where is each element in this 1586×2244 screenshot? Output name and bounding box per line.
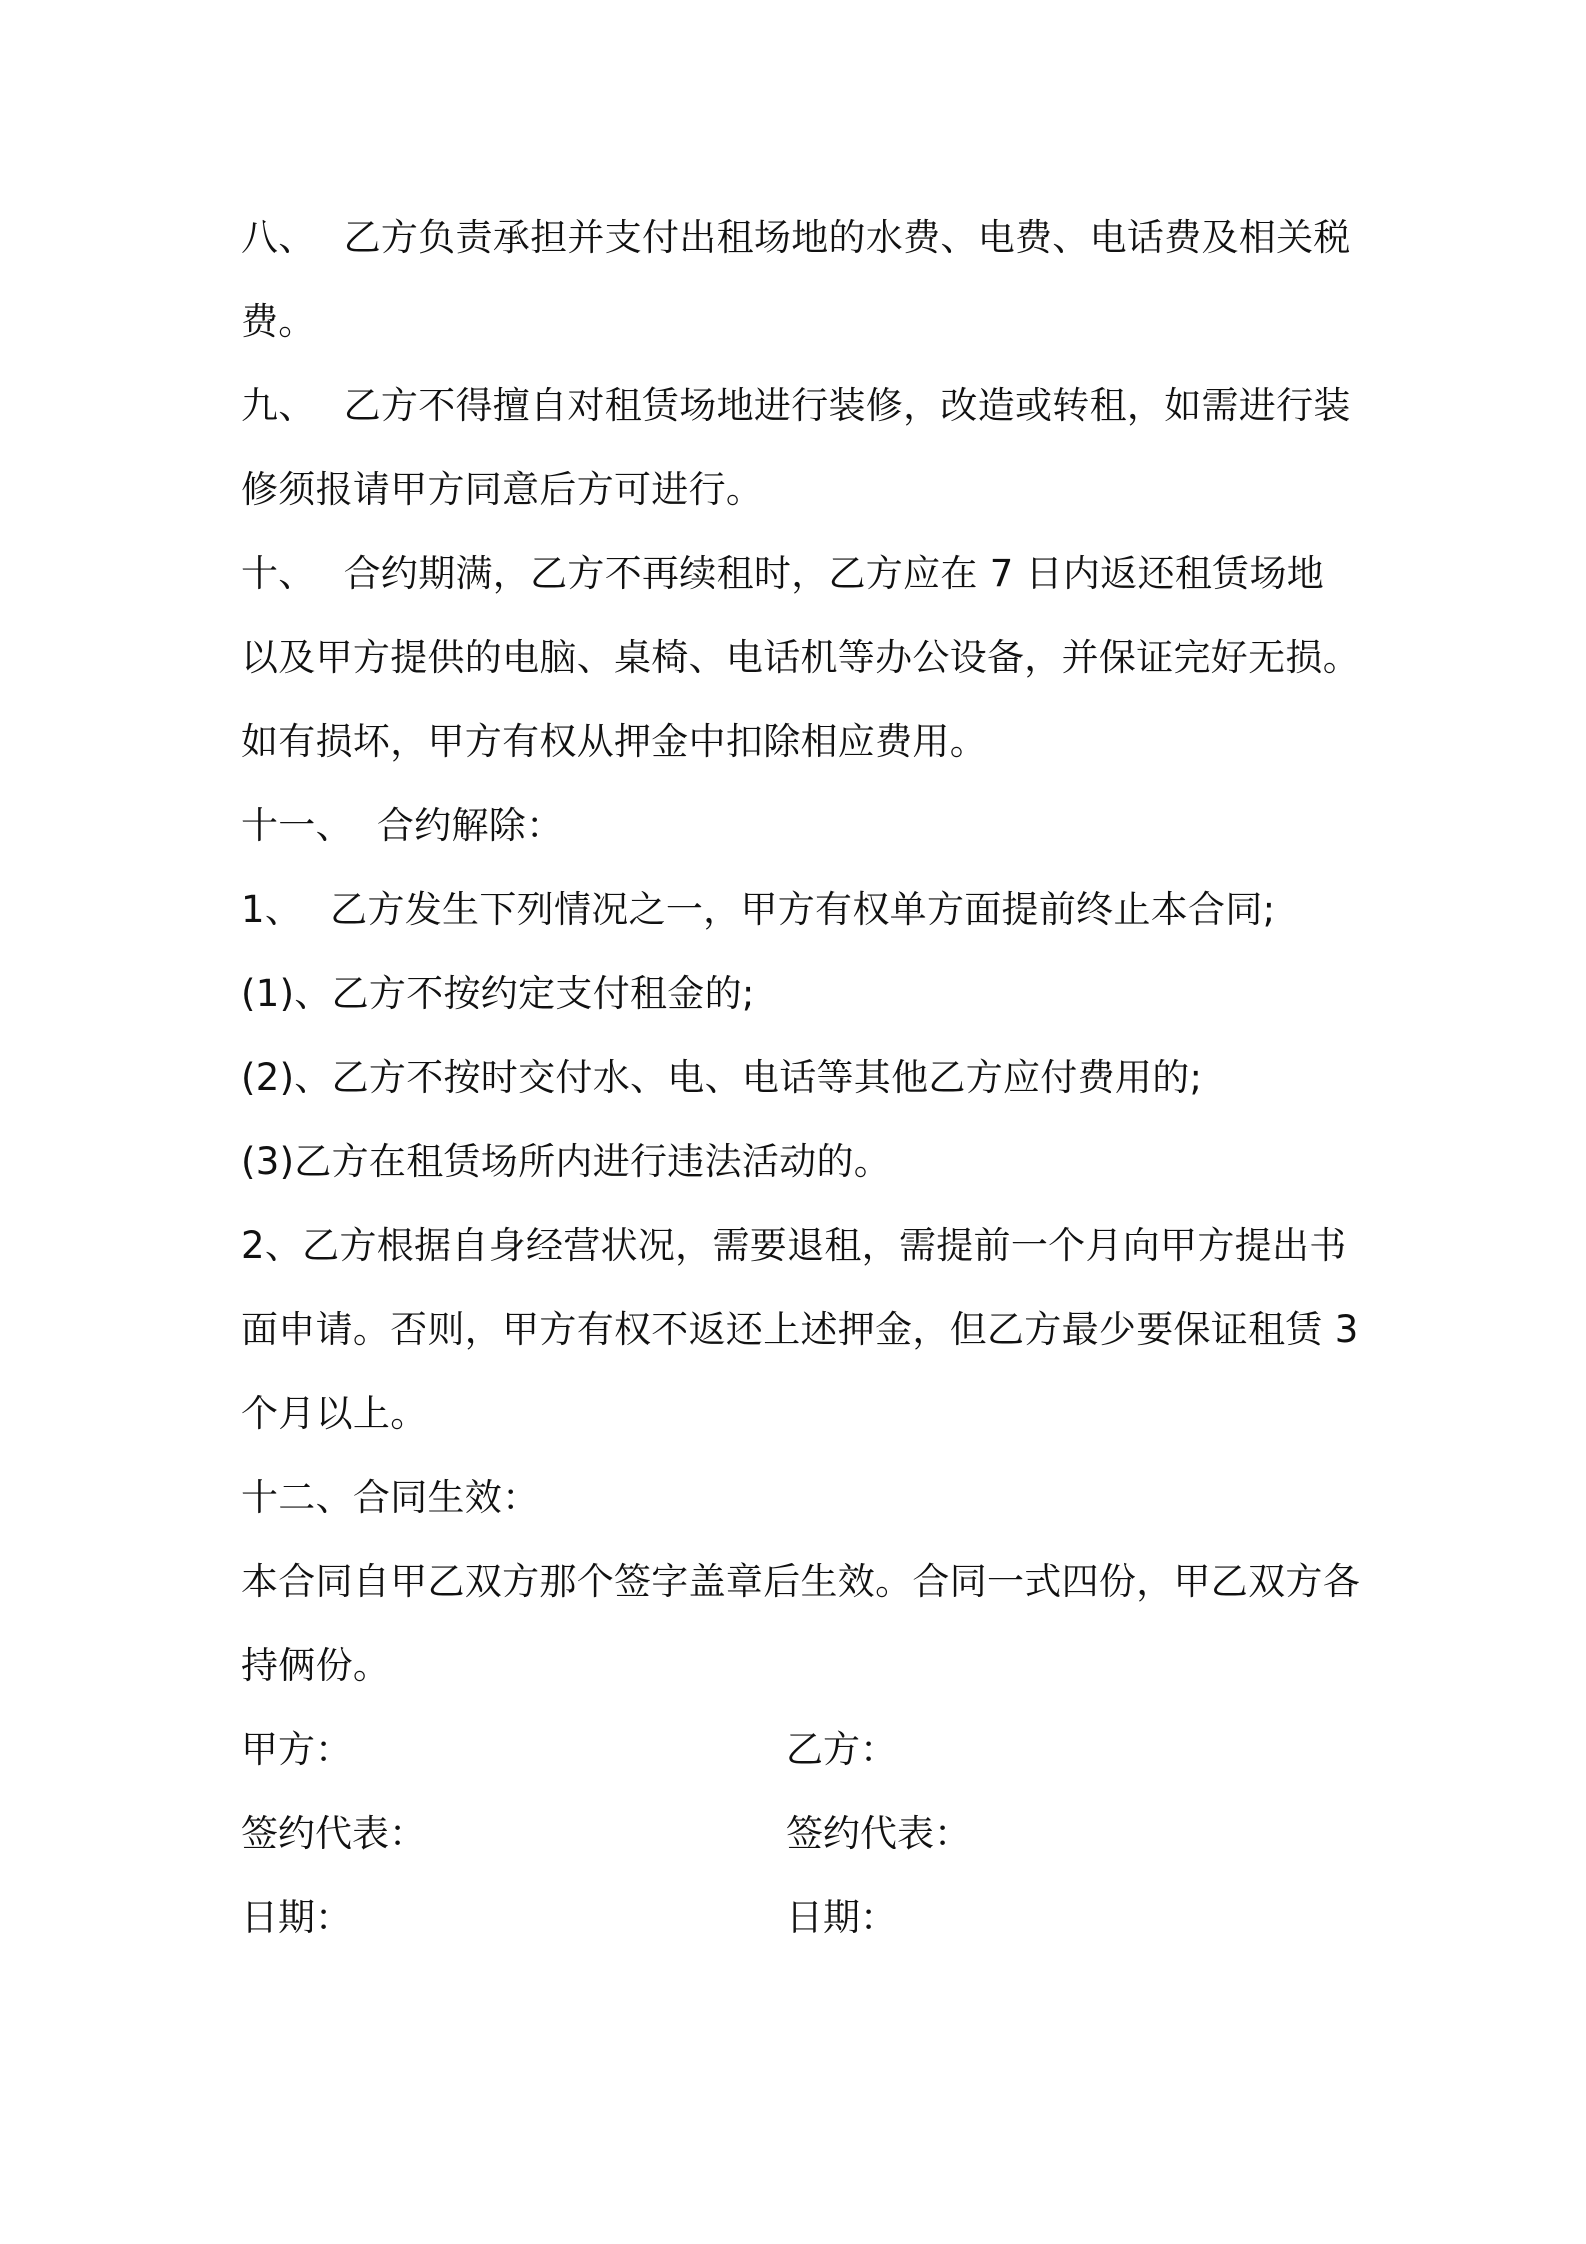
clause-number: 十一、 [241,804,353,847]
clause-8 [241,196,1361,364]
party-a-label: 甲方： [241,1728,352,1771]
clause-text: 乙方负责承担并支付出租场地的水费、电费、电话费及相关税费。 [241,216,1351,343]
clause-11-item-1c: (3)乙方在租赁场所内进行违法活动的。 [241,1140,892,1183]
clause-text: 乙方发生下列情况之一，甲方有权单方面提前终止本合同; [330,888,1276,931]
clause-number: 九、 [241,384,316,427]
party-b-label: 乙方： [786,1728,897,1771]
signature-row-party [241,1708,1361,1792]
clause-11-item-1a: (1)、乙方不按约定支付租金的; [241,972,755,1015]
party-b-representative-label: 签约代表： [786,1812,971,1855]
clause-text: 合约解除： [376,804,564,847]
clause-number: 1、 [241,888,303,931]
signature-row-date [241,1876,1361,1960]
party-a-date-label: 日期： [241,1896,352,1939]
clause-number: 十、 [241,552,316,595]
signature-row-representative [241,1792,1361,1876]
party-b-date-label: 日期： [786,1896,897,1939]
clause-11-item-1 [241,868,1361,952]
party-a-representative-label: 签约代表： [241,1812,426,1855]
clause-11-heading [241,784,1361,868]
clause-12-heading: 十二、合同生效： [241,1476,540,1519]
clause-11-item-1b: (2)、乙方不按时交付水、电、电话等其他乙方应付费用的; [241,1056,1203,1099]
clause-9 [241,364,1361,532]
contract-page [241,196,1361,1960]
clause-12-body: 本合同自甲乙双方那个签字盖章后生效。合同一式四份，甲乙双方各持俩份。 [241,1560,1360,1687]
clause-number: 八、 [241,216,316,259]
clause-10 [241,532,1361,784]
clause-text: 乙方不得擅自对租赁场地进行装修，改造或转租，如需进行装修须报请甲方同意后方可进行。 [241,384,1351,511]
clause-text: 合约期满，乙方不再续租时，乙方应在 7 日内返还租赁场地以及甲方提供的电脑、桌椅、电话机等办公设备，并保证完好无损。如有损坏，甲方有权从押金中扣除相应费用。 [241,552,1360,763]
clause-11-item-2: 2、乙方根据自身经营状况，需要退租，需提前一个月向甲方提出书面申请。否则，甲方有权不返还上述押金，但乙方最少要保证租赁 3 个月以上。 [241,1224,1359,1435]
